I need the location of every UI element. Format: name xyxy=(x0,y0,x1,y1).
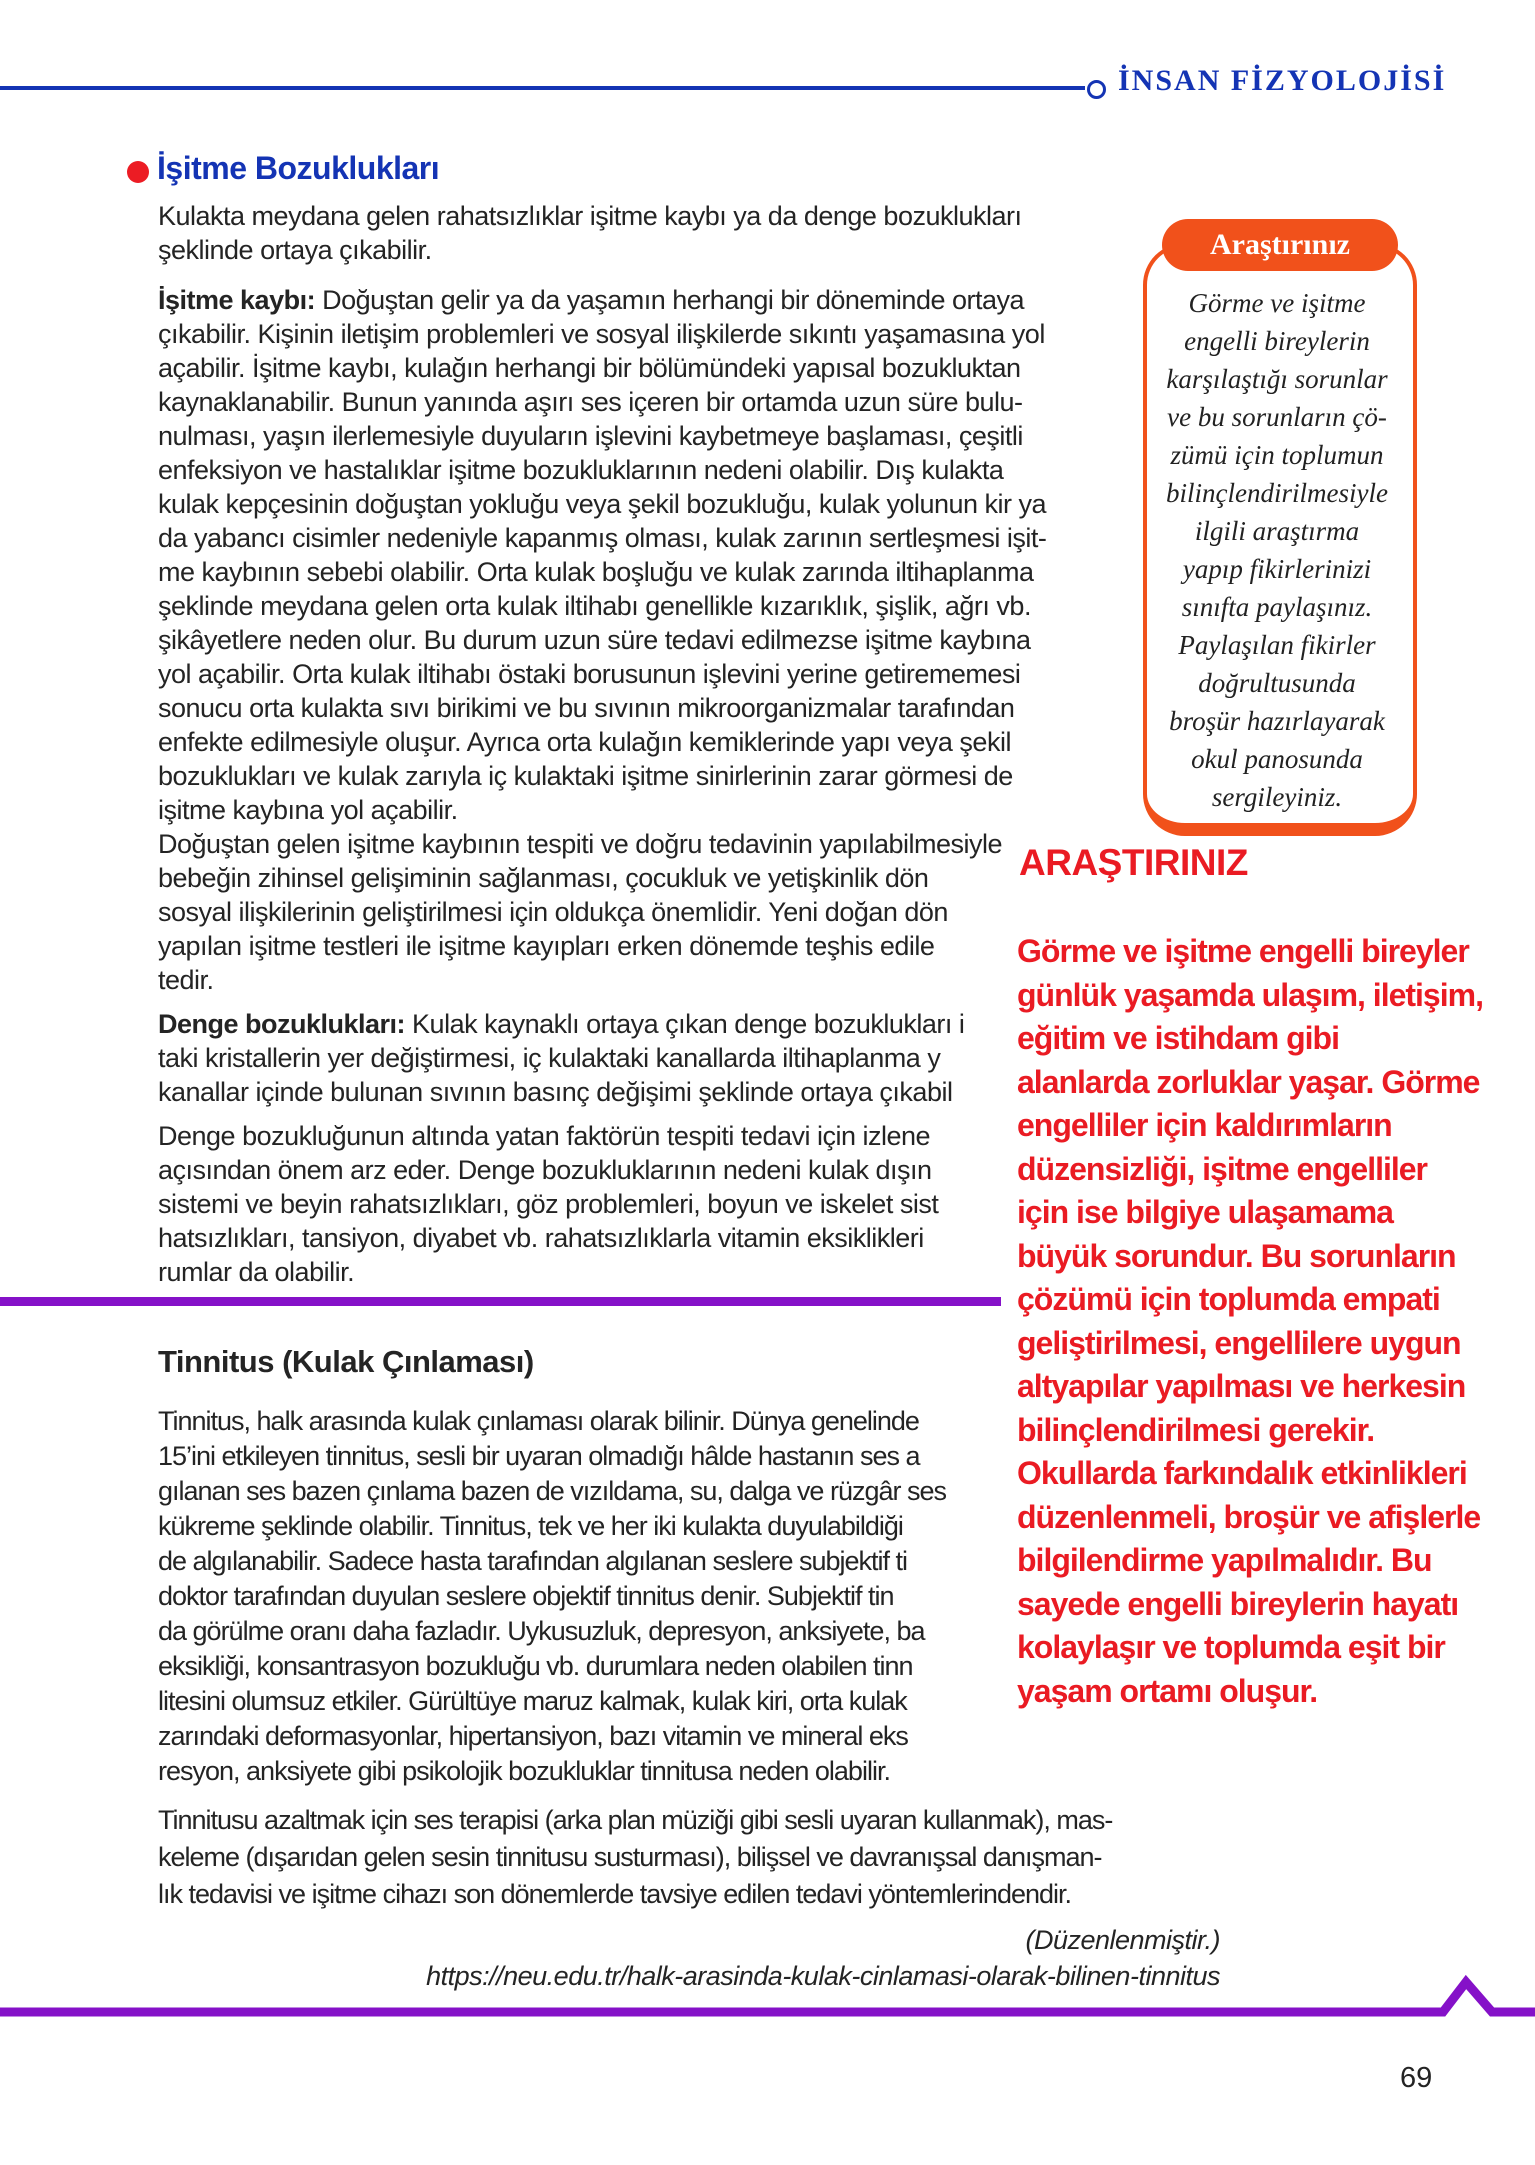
text-line: de algılanabilir. Sadece hasta tarafından algılanan seslere subjektif ti xyxy=(158,1546,908,1576)
text-line: enfeksiyon ve hastalıklar işitme bozukluklarının nedeni olabilir. Dış kulakta xyxy=(158,455,1004,485)
text-line: da yabancı cisimler nedeniyle kapanmış olması, kulak zarının sertleşmesi işit- xyxy=(158,523,1047,553)
text-line: nulması, yaşın ilerlemesiyle duyuların işlevini kaybetmeye başlaması, çeşitli xyxy=(158,421,1023,451)
answer-overlay-heading: ARAŞTIRINIZ xyxy=(1019,842,1248,883)
text-line: Görme ve işitme xyxy=(1188,288,1366,318)
text-line: alanlarda zorluklar yaşar. Görme xyxy=(1017,1063,1480,1100)
answer-overlay-text xyxy=(1017,930,1483,1713)
text-line: sistemi ve beyin rahatsızlıkları, göz problemleri, boyun ve iskelet sist xyxy=(158,1189,939,1219)
header-circle-icon xyxy=(1087,80,1106,99)
paragraph-tinnitus xyxy=(158,1404,946,1789)
text-line: çözümü için toplumda empati xyxy=(1017,1281,1440,1317)
text-line: sergileyiniz. xyxy=(1211,782,1343,812)
research-box-text xyxy=(1146,284,1408,816)
paragraph-newborn-tests xyxy=(158,827,1002,997)
section-heading: İşitme Bozuklukları xyxy=(157,150,440,186)
text-line: rumlar da olabilir. xyxy=(158,1257,355,1287)
text-line: enfekte edilmesiyle oluşur. Ayrıca orta kulağın kemiklerinde yapı veya şekil xyxy=(158,727,1011,757)
text-line: yol açabilir. Orta kulak iltihabı östaki borusunun işlevini yerine getirememesi xyxy=(158,659,1021,689)
text-line: günlük yaşamda ulaşım, iletişim, xyxy=(1017,976,1483,1013)
bottom-rule xyxy=(0,1970,1535,2030)
text-line: bebeğin zihinsel gelişiminin sağlanması, çocukluk ve yetişkinlik dön xyxy=(158,863,929,893)
text-line: düzenlenmeli, broşür ve afişlerle xyxy=(1017,1498,1481,1535)
text-line: eksikliği, konsantrasyon bozukluğu vb. durumlara neden olabilen tinn xyxy=(158,1651,913,1681)
text-line: engelliler için kaldırımların xyxy=(1017,1107,1392,1143)
text-line: bilinçlendirilmesiyle xyxy=(1166,478,1388,508)
text-line: yapılan işitme testleri ile işitme kayıpları erken dönemde teşhis edile xyxy=(158,931,935,961)
text-line: lık tedavisi ve işitme cihazı son dönemlerde tavsiye edilen tedavi yöntemlerindendir. xyxy=(158,1879,1072,1909)
text-line: Tinnitusu azaltmak için ses terapisi (arka plan müziği gibi sesli uyaran kullanmak), mas- xyxy=(158,1805,1113,1835)
text-line: (Düzenlenmiştir.) xyxy=(1025,1925,1220,1955)
text-line: işitme kaybına yol açabilir. xyxy=(158,795,458,825)
text-line: geliştirilmesi, engellilere uygun xyxy=(1017,1324,1461,1361)
text-line: hatsızlıkları, tansiyon, diyabet vb. rahatsızlıklarla vitamin eksiklikleri xyxy=(158,1223,924,1253)
text-line: taki kristallerin yer değiştirmesi, iç kulaktaki kanallarda iltihaplanma y xyxy=(158,1043,941,1073)
text-line: Denge bozuklukları: Kulak kaynaklı ortaya çıkan denge bozuklukları i xyxy=(158,1009,965,1039)
header-rule xyxy=(0,86,1085,90)
text-line: okul panosunda xyxy=(1191,744,1363,774)
text-line: İşitme kaybı: Doğuştan gelir ya da yaşamın herhangi bir döneminde ortaya xyxy=(158,285,1025,315)
research-box-title: Araştırınız xyxy=(1210,228,1350,261)
text-line: da görülme oranı daha fazladır. Uykusuzluk, depresyon, anksiyete, ba xyxy=(158,1616,925,1646)
text-line: ilgili araştırma xyxy=(1194,516,1360,546)
text-line: bozuklukları ve kulak zarıyla iç kulaktaki işitme sinirlerinin zarar görmesi de xyxy=(158,761,1013,791)
paragraph-hearing-loss xyxy=(158,283,1046,827)
text-line: tedir. xyxy=(158,965,214,995)
text-line: kulak kepçesinin doğuştan yokluğu veya şekil bozukluğu, kulak yolunun kir ya xyxy=(158,489,1047,519)
text-line: Doğuştan gelen işitme kaybının tespiti ve doğru tedavinin yapılabilmesiyle xyxy=(158,829,1002,859)
text-line: için ise bilgiye ulaşamama xyxy=(1017,1194,1393,1230)
text-line: kolaylaşır ve toplumda eşit bir xyxy=(1017,1629,1445,1665)
text-line: açısından önem arz eder. Denge bozukluklarının nedeni kulak dışın xyxy=(158,1155,932,1185)
text-line: çıkabilir. Kişinin iletişim problemleri ve sosyal ilişkilerde sıkıntı yaşamasına yol xyxy=(158,319,1045,349)
text-line: https://neu.edu.tr/halk-arasinda-kulak-cinlamasi-olarak-bilinen-tinnitus xyxy=(426,1961,1220,1991)
text-line: altyapılar yapılması ve herkesin xyxy=(1017,1368,1466,1404)
paragraph-balance-disorders xyxy=(158,1007,964,1109)
text-line: broşür hazırlayarak xyxy=(1169,706,1385,736)
text-line: Görme ve işitme engelli bireyler xyxy=(1017,933,1469,969)
text-line: engelli bireylerin xyxy=(1184,326,1370,356)
text-line: sonucu orta kulakta sıvı birikimi ve bu sıvının mikroorganizmalar tarafından xyxy=(158,693,1015,723)
text-line: şikâyetlere neden olur. Bu durum uzun süre tedavi edilmezse işitme kaybına xyxy=(158,625,1031,655)
text-line: yapıp fikirlerinizi xyxy=(1182,554,1372,584)
text-line: sayede engelli bireylerin hayatı xyxy=(1017,1585,1459,1622)
text-line: litesini olumsuz etkiler. Gürültüye maruz kalmak, kulak kiri, orta kulak xyxy=(158,1686,907,1716)
text-line: bilgilendirme yapılmalıdır. Bu xyxy=(1017,1542,1432,1578)
text-line: büyük sorundur. Bu sorunların xyxy=(1017,1237,1456,1274)
text-line: eğitim ve istihdam gibi xyxy=(1017,1020,1339,1056)
text-line: doğrultusunda xyxy=(1198,668,1356,698)
text-line: kanallar içinde bulunan sıvının basınç değişimi şeklinde ortaya çıkabil xyxy=(158,1077,953,1107)
text-line: resyon, anksiyete gibi psikolojik bozukluklar tinnitusa neden olabilir. xyxy=(158,1756,890,1786)
text-line: doktor tarafından duyulan seslere objektif tinnitus denir. Subjektif tin xyxy=(158,1581,894,1611)
text-line: kaynaklanabilir. Bunun yanında aşırı ses içeren bir ortamda uzun süre bulu- xyxy=(158,387,1023,417)
text-line: gılanan ses bazen çınlama bazen de vızıldama, su, dalga ve rüzgâr ses xyxy=(158,1476,946,1506)
text-line: sosyal ilişkilerinin geliştirilmesi için oldukça önemlidir. Yeni doğan dön xyxy=(158,897,948,927)
page-number: 69 xyxy=(1400,2062,1433,2094)
research-box-title-pill xyxy=(1162,219,1398,271)
text-line: keleme (dışarıdan gelen sesin tinnitusu susturması), bilişsel ve davranışsal danışman- xyxy=(158,1842,1102,1872)
text-line: bilinçlendirilmesi gerekir. xyxy=(1017,1411,1375,1448)
text-line: Okullarda farkındalık etkinlikleri xyxy=(1017,1455,1467,1491)
text-line: zarındaki deformasyonlar, hipertansiyon, bazı vitamin ve mineral eks xyxy=(158,1721,908,1751)
text-line: şeklinde ortaya çıkabilir. xyxy=(158,235,432,265)
text-line: sınıfta paylaşınız. xyxy=(1181,592,1373,622)
text-line: ve bu sorunların çö- xyxy=(1167,402,1387,432)
paragraph-tinnitus-treatment xyxy=(158,1802,1112,1913)
text-line: Kulakta meydana gelen rahatsızlıklar işitme kaybı ya da denge bozuklukları xyxy=(158,201,1022,231)
text-line: şeklinde meydana gelen orta kulak iltihabı genellikle kızarıklık, şişlik, ağrı vb. xyxy=(158,591,1031,621)
text-line: kükreme şeklinde olabilir. Tinnitus, tek ve her iki kulakta duyulabildiği xyxy=(158,1511,903,1541)
section-divider xyxy=(0,1297,1100,1306)
text-line: açabilir. İşitme kaybı, kulağın herhangi bir bölümündeki yapısal bozukluktan xyxy=(158,353,1021,383)
text-line: karşılaştığı sorunlar xyxy=(1166,364,1388,394)
chapter-title: İNSAN FİZYOLOJİSİ xyxy=(1118,64,1447,97)
text-line: Denge bozukluğunun altında yatan faktörün tespiti tedavi için izlene xyxy=(158,1121,931,1151)
text-line: me kaybının sebebi olabilir. Orta kulak boşluğu ve kulak zarında iltihaplanma xyxy=(158,557,1034,587)
tinnitus-heading: Tinnitus (Kulak Çınlaması) xyxy=(158,1344,534,1379)
text-line: 15’ini etkileyen tinnitus, sesli bir uyaran olmadığı hâlde hastanın ses a xyxy=(158,1441,920,1471)
paragraph-balance-causes xyxy=(158,1119,938,1289)
text-line: Tinnitus, halk arasında kulak çınlaması olarak bilinir. Dünya genelinde xyxy=(158,1406,919,1436)
text-line: yaşam ortamı oluşur. xyxy=(1017,1672,1318,1709)
text-line: Paylaşılan fikirler xyxy=(1178,630,1376,660)
paragraph-intro xyxy=(158,199,1022,267)
red-bullet-icon xyxy=(127,161,149,183)
text-line: düzensizliği, işitme engelliler xyxy=(1017,1150,1427,1187)
text-line: zümü için toplumun xyxy=(1170,440,1384,470)
